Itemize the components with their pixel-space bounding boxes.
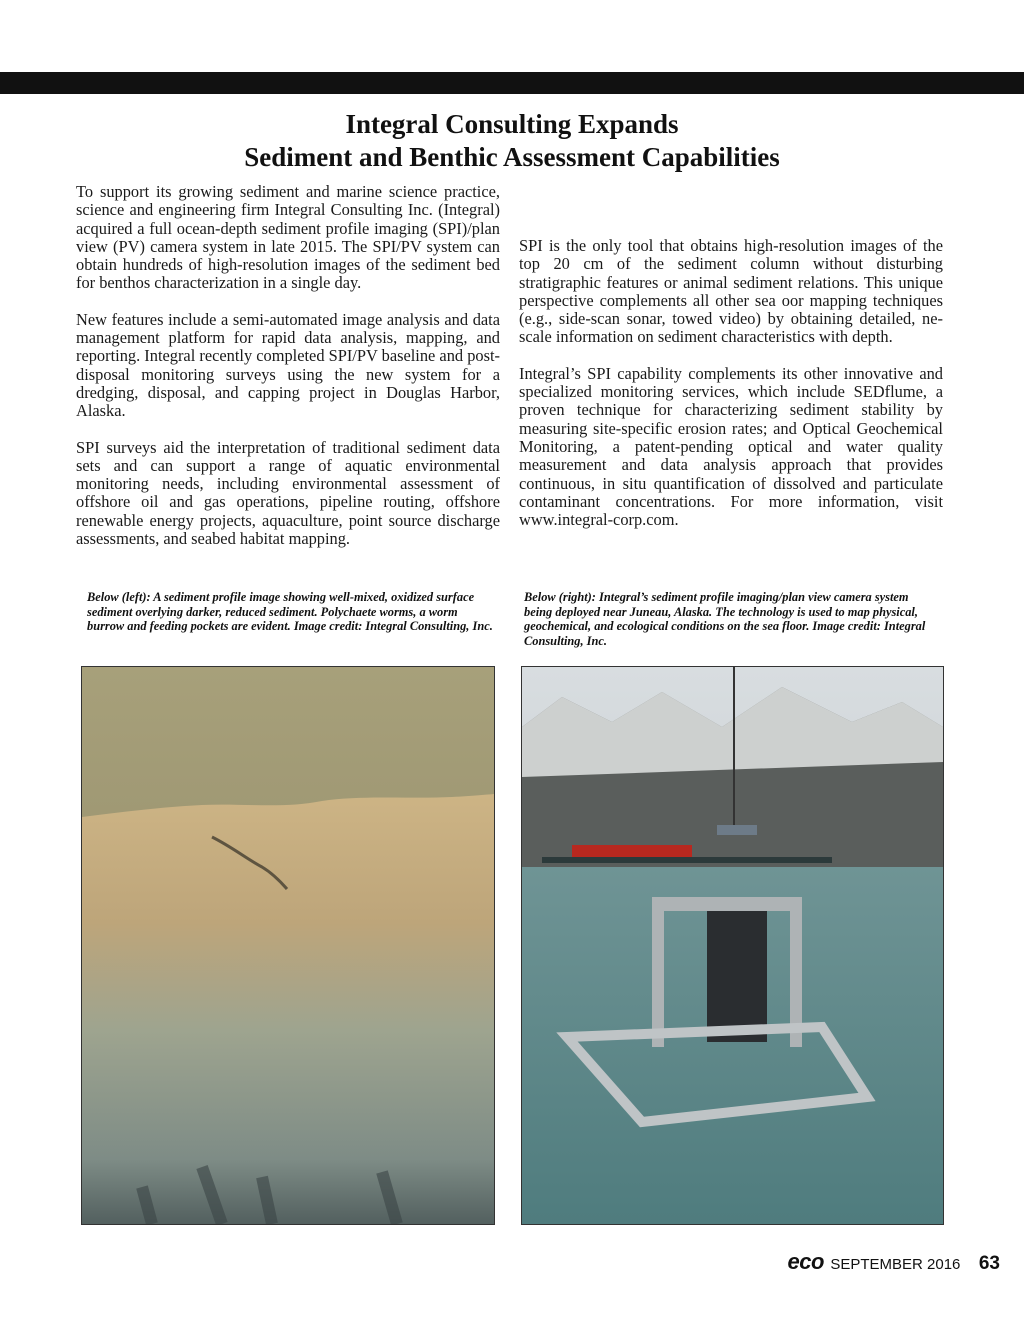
paragraph: New features include a semi-automated image analysis and data management platform for rapid data analysis, mapping, and reporting. Integral recently completed SPI/PV baseline and post-disposal monitoring surveys using the new system for a dredging, disposal, and capping project in Douglas Harbor, Alaska.	[76, 309, 500, 421]
paragraph: Integral’s SPI capability complements its other innovative and specialized monitoring services, which include SEDflume, a proven technique for characterizing sediment stability by measuring site-specific erosion rates; and Optical Geochemical Monitoring, a patent-pending optical and water quality measurement and data analysis approach that provides continuous, in situ quantification of dissolved and particulate contaminant concentrations. For more information, visit www.integral-corp.com.	[519, 363, 943, 530]
caption-left: Below (left): A sediment profile image showing well-mixed, oxidized surface sediment overlying darker, reduced sediment. Polychaete worms, a worm burrow and feeding pockets are evident. Image credit: Integral Consulting, Inc.	[87, 590, 493, 634]
page-footer	[700, 1249, 1000, 1275]
issue-date: SEPTEMBER 2016	[830, 1256, 961, 1273]
sediment-profile-graphic	[82, 667, 494, 1224]
header-bar	[0, 72, 1024, 94]
magazine-logo: eco	[787, 1249, 824, 1274]
page-number: 63	[978, 1253, 1000, 1274]
camera-deployment-image	[521, 666, 944, 1225]
camera-deployment-graphic	[522, 667, 943, 1224]
paragraph: To support its growing sediment and marine science practice, science and engineering firm Integral Consulting Inc. (Integral) acquired a full ocean-depth sediment profile imaging (SPI)/plan view (PV) camera system in late 2015. The SPI/PV system can obtain hundreds of high-resolution images of the sediment bed for benthos characterization in a single day.	[76, 182, 500, 293]
sediment-profile-image	[81, 666, 495, 1225]
left-column	[76, 183, 500, 566]
paragraph: SPI surveys aid the interpretation of traditional sediment data sets and can support a range of aquatic environmental monitoring needs, including environmental assessment of offshore oil and gas operations, pipeline routing, offshore renewable energy projects, aquaculture, point source discharge assessments, and seabed habitat mapping.	[76, 437, 500, 549]
right-column	[519, 201, 943, 547]
title-line-2: Sediment and Benthic Assessment Capabilities	[244, 142, 780, 172]
title-line-1: Integral Consulting Expands	[345, 109, 679, 139]
caption-right: Below (right): Integral’s sediment profile imaging/plan view camera system being deployed near Juneau, Alaska. The technology is used to map physical, geochemical, and ecological conditions on the sea floor. Image credit: Integral Consulting, Inc.	[524, 590, 926, 648]
article-title	[0, 108, 1024, 174]
paragraph: SPI is the only tool that obtains high-resolution images of the top 20 cm of the sediment column without disturbing stratigraphic features or animal sediment relations. This unique perspective complements all other sea oor mapping techniques (e.g., side-scan sonar, towed video) by obtaining detailed, ne-scale information on sediment characteristics with depth.	[519, 236, 943, 347]
